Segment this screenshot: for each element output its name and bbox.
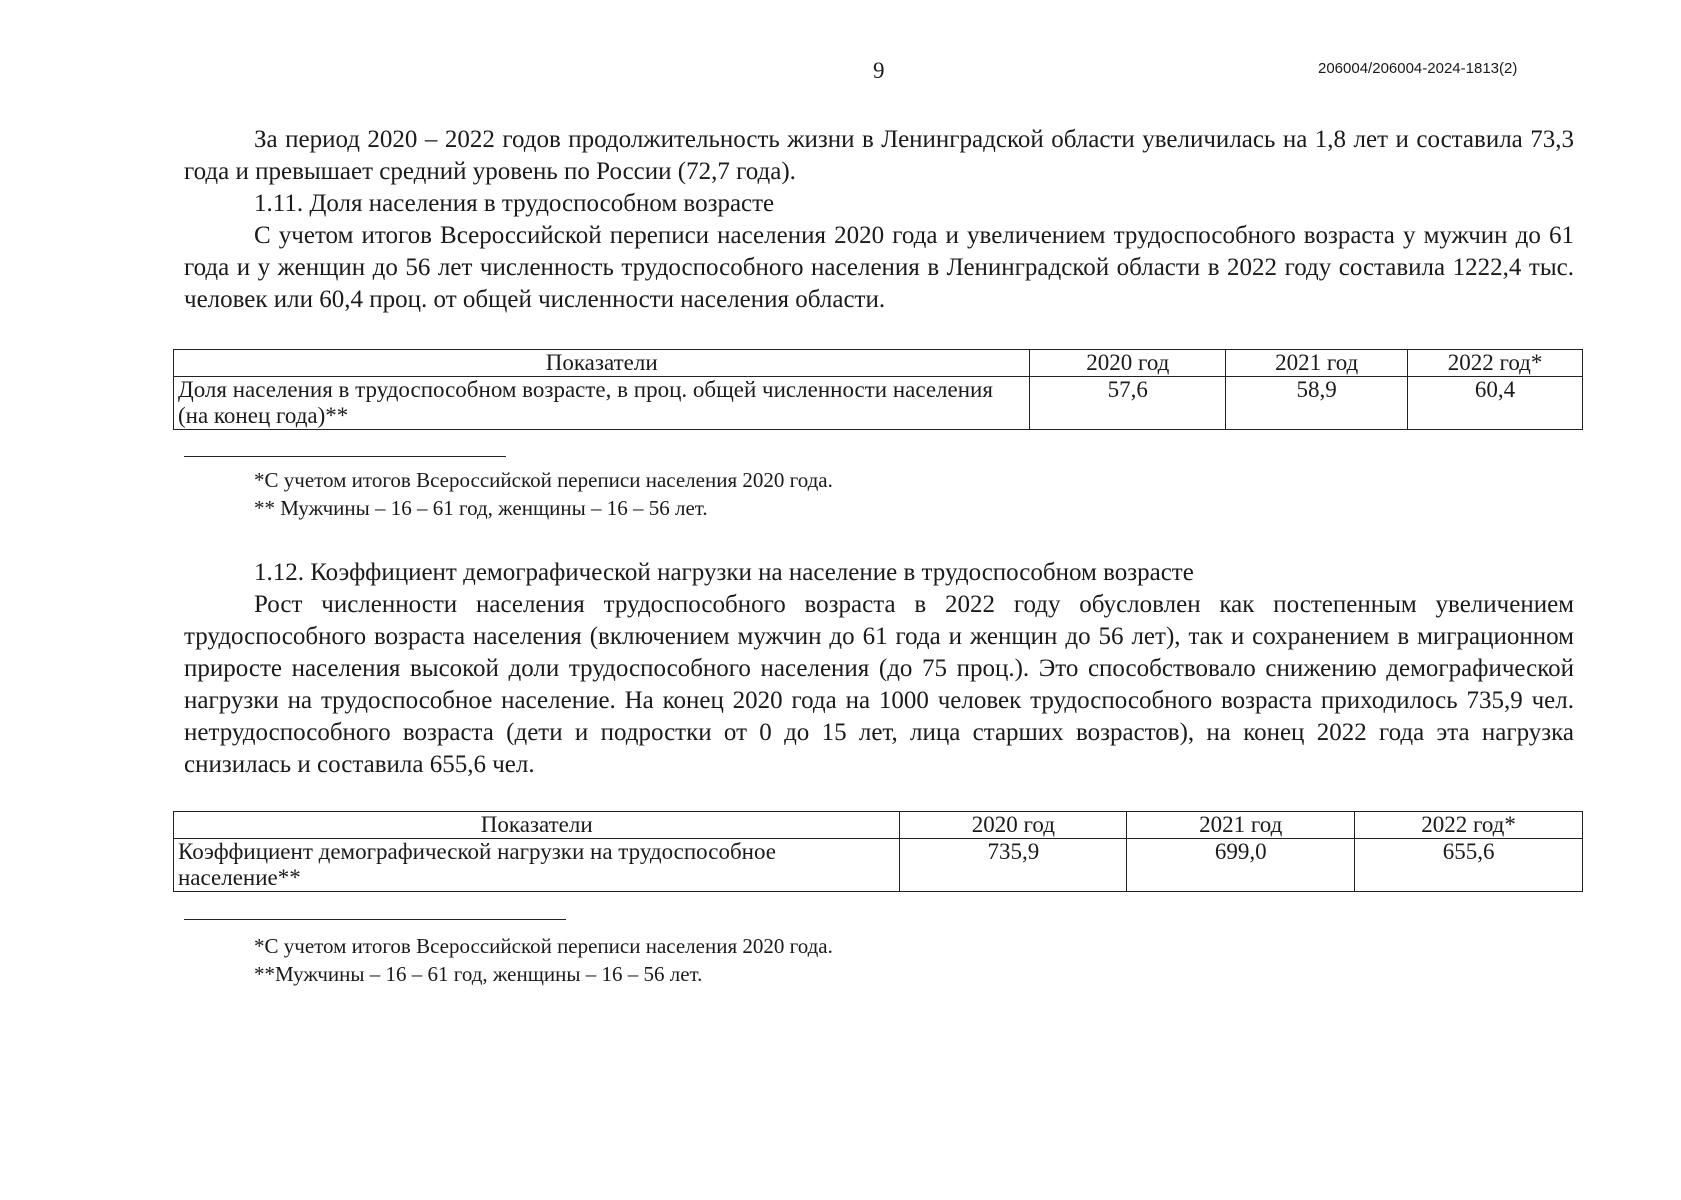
footnote-census: *С учетом итогов Всероссийской переписи населения 2020 года. <box>254 934 833 958</box>
table-dependency-ratio <box>173 811 1583 892</box>
footnotes-table-1 <box>254 466 833 522</box>
intro-paragraph: За период 2020 – 2022 годов продолжительность жизни в Ленинградской области увеличилась на 1,8 лет и составила 73,3 года и превышает средний уровень по России (72,7 года). <box>184 126 1574 185</box>
column-header-2020: 2020 год <box>1030 350 1226 377</box>
table-header-row <box>174 350 1583 377</box>
footnote-divider <box>184 456 506 457</box>
row-label: Коэффициент демографической нагрузки на трудоспособное население** <box>174 839 900 892</box>
section-heading-1-11: 1.11. Доля населения в трудоспособном возрасте <box>254 190 775 217</box>
section-heading-1-12: 1.12. Коэффициент демографической нагрузки на население в трудоспособном возрасте <box>254 559 1194 586</box>
column-header-2020: 2020 год <box>900 812 1127 839</box>
value-2021: 58,9 <box>1226 377 1408 430</box>
table-row <box>174 377 1583 430</box>
value-2021: 699,0 <box>1127 839 1355 892</box>
footnote-census: *С учетом итогов Всероссийской переписи населения 2020 года. <box>254 468 833 492</box>
table-working-age-share <box>173 349 1583 430</box>
footnote-age-ranges: ** Мужчины – 16 – 61 год, женщины – 16 – 56 лет. <box>254 496 708 520</box>
column-header-2022: 2022 год* <box>1355 812 1583 839</box>
value-2022: 655,6 <box>1355 839 1583 892</box>
value-2022: 60,4 <box>1408 377 1583 430</box>
document-code: 206004/206004-2024-1813(2) <box>1318 60 1518 77</box>
column-header-indicator: Показатели <box>174 350 1030 377</box>
section-1-12-body: Рост численности населения трудоспособного возраста в 2022 году обусловлен как постепенным увеличением трудоспособного возраста населения (включением мужчин до 61 года и женщин до 56 лет), так и сохранением в миграционном приросте населения высокой доли трудоспособного населения (до 75 проц.). Это способствовало снижению демографической нагрузки на трудоспособное население. На конец 2020 года на 1000 человек трудоспособного возраста приходилось 735,9 чел. нетрудоспособного возраста (дети и подростки от 0 до 15 лет, лица старших возрастов), на конец 2022 года эта нагрузка снизилась и составила 655,6 чел. <box>184 591 1574 778</box>
section-2-text <box>184 557 1574 781</box>
value-2020: 57,6 <box>1030 377 1226 430</box>
column-header-indicator: Показатели <box>174 812 900 839</box>
column-header-2021: 2021 год <box>1127 812 1355 839</box>
footnote-age-ranges: **Мужчины – 16 – 61 год, женщины – 16 – 56 лет. <box>254 962 703 986</box>
table-header-row <box>174 812 1583 839</box>
footnote-divider <box>184 919 566 920</box>
column-header-2021: 2021 год <box>1226 350 1408 377</box>
column-header-2022: 2022 год* <box>1408 350 1583 377</box>
row-label: Доля населения в трудоспособном возрасте, в проц. общей численности населения (на конец года)** <box>174 377 1030 430</box>
footnotes-table-2 <box>254 932 833 988</box>
section-1-11-body: С учетом итогов Всероссийской переписи населения 2020 года и увеличением трудоспособного возраста у мужчин до 61 года и у женщин до 56 лет численность трудоспособного населения в Ленинградской области в 2022 году составила 1222,4 тыс. человек или 60,4 проц. от общей численности населения области. <box>184 222 1574 313</box>
value-2020: 735,9 <box>900 839 1127 892</box>
table-row <box>174 839 1583 892</box>
page-number: 9 <box>873 58 885 83</box>
section-1-text <box>184 124 1574 316</box>
